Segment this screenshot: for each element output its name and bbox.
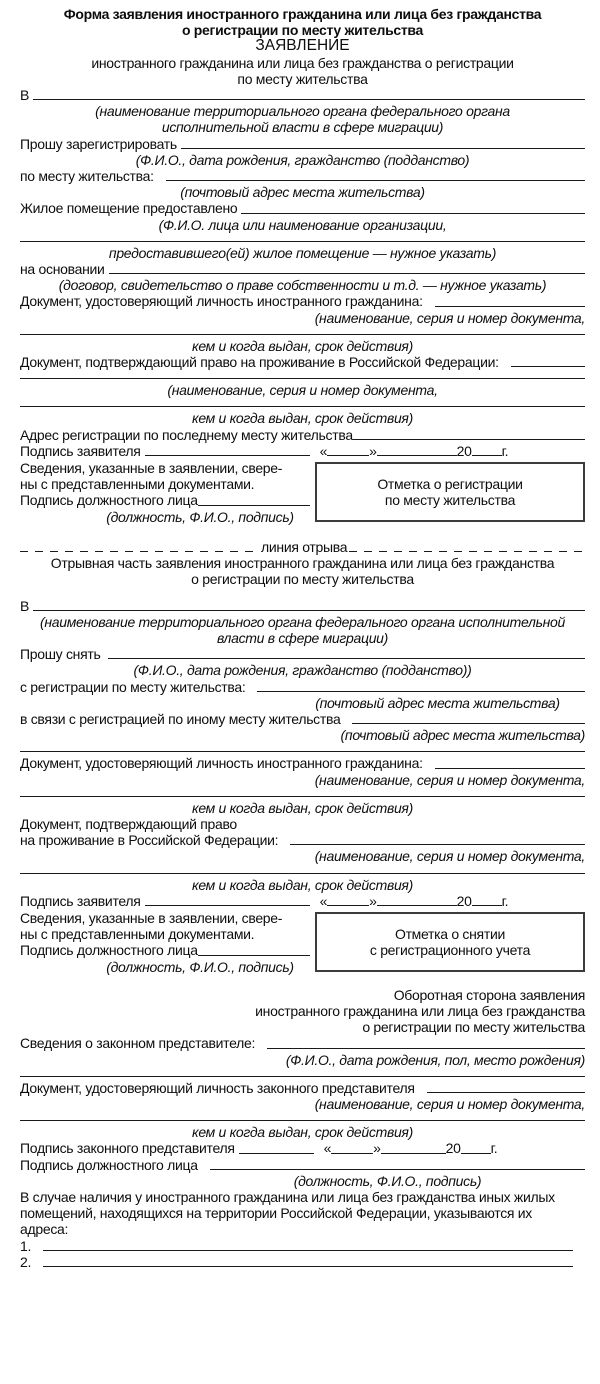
s2-date-day-blank (327, 905, 369, 906)
s1-official-signature-blank (198, 505, 310, 506)
back-official-signature-blank (210, 1169, 585, 1170)
s1-register-blank (181, 148, 585, 149)
s1-applicant-signature-label: Подпись заявителя (20, 442, 141, 459)
s2-official-signature-caption: (должность, Ф.И.О., подпись) (106, 958, 294, 975)
s1-right-doc-blank2 (20, 378, 585, 379)
s2-authority-label: В (20, 597, 30, 614)
s2-authority-caption-1: (наименование территориального органа федерального органа исполнительной (39, 613, 566, 630)
s1-authority-label: В (20, 87, 30, 104)
s1-official-signature-label: Подпись должностного лица (20, 492, 198, 509)
rep-info-blank (267, 1048, 585, 1049)
s1-register-row (20, 136, 585, 152)
rep-info-row (20, 1035, 585, 1051)
back-title-1: Оборотная сторона заявления (393, 986, 585, 1003)
s1-register-caption: (Ф.И.О., дата рождения, гражданство (подданство) (135, 151, 470, 168)
s2-date-month-blank (377, 905, 457, 906)
other-premises-line-1: В случае наличия у иностранного гражданина или лица без гражданства иных жилых (20, 1189, 555, 1205)
rep-date-month-blank (381, 1153, 446, 1154)
s2-remove-label: Прошу снять (20, 646, 101, 663)
s2-from-registration-caption: (почтовый адрес места жительства) (315, 694, 560, 711)
s1-authority-blank (33, 99, 585, 100)
s2-right-doc-blank2 (20, 873, 585, 874)
rep-doc-label: Документ, удостоверяющий личность законного представителя (20, 1079, 415, 1096)
s1-identity-doc-blank2 (20, 334, 585, 335)
s1-date-quote-open: « (319, 442, 328, 459)
back-title-2: иностранного гражданина или лица без гражданства (255, 1002, 585, 1019)
tearoff-title-2: о регистрации по месту жительства (191, 571, 414, 588)
s1-authority-row (20, 87, 585, 103)
s1-identity-doc-label: Документ, удостоверяющий личность иностранного гражданина: (20, 293, 423, 310)
s1-official-signature-row (20, 492, 305, 508)
s1-basis-label: на основании (20, 261, 105, 278)
s2-from-registration-label: с регистрации по месту жительства: (20, 678, 246, 695)
rep-doc-blank2 (20, 1120, 585, 1121)
form-title-line1: Форма заявления иностранного гражданина или лица без гражданства (63, 6, 542, 22)
rep-info-caption: (Ф.И.О., дата рождения, пол, место рождения) (285, 1051, 585, 1068)
s1-premises-caption-2: предоставившего(ей) жилое помещение — нужное указать) (108, 244, 497, 261)
rep-signature-row (20, 1140, 585, 1156)
s2-identity-doc-blank (435, 768, 585, 769)
s1-premises-label: Жилое помещение предоставлено (20, 200, 238, 217)
s2-verified-line-1: Сведения, указанные в заявлении, свере- (20, 909, 283, 926)
address-blank-2 (43, 1266, 573, 1267)
s2-due-to-caption: (почтовый адрес места жительства) (340, 727, 585, 744)
s2-authority-caption-2: власти в сфере миграции) (216, 629, 389, 646)
s1-basis-caption: (договор, свидетельство о праве собственности и т.д. — нужное указать) (58, 277, 547, 294)
s2-official-signature-label: Подпись должностного лица (20, 942, 198, 959)
s2-date-year-prefix: 20 (456, 892, 472, 909)
s1-date-year-suffix: г. (501, 442, 509, 459)
s2-due-to-row (20, 711, 585, 727)
s2-official-signature-blank (198, 955, 310, 956)
s2-right-doc-label-2: на проживание в Российской Федерации: (20, 832, 279, 849)
s1-identity-doc-caption-1: (наименование, серия и номер документа, (314, 309, 585, 326)
s2-authority-row (20, 598, 585, 614)
statement-title: ЗАЯВЛЕНИЕ (255, 37, 350, 55)
s1-authority-caption-1: (наименование территориального органа федерального органа (95, 103, 510, 120)
s1-residence-blank (166, 180, 585, 181)
s2-right-doc-blank (290, 844, 585, 845)
registration-stamp-line-2: по месту жительства (384, 491, 516, 508)
s1-signature-blank (145, 455, 310, 456)
s2-date-year-suffix: г. (501, 892, 509, 909)
s2-date-quote-close: » (369, 892, 377, 909)
s2-right-doc-label-1: Документ, подтверждающий право (20, 815, 237, 832)
s2-signature-blank (145, 905, 310, 906)
address-row-1 (20, 1238, 585, 1254)
s1-verified-line-2: ны с представленными документами. (20, 476, 255, 493)
address-blank-1 (43, 1250, 573, 1251)
s2-identity-doc-row (20, 755, 585, 771)
s1-date-quote-close: » (369, 442, 377, 459)
back-title-3: о регистрации по месту жительства (362, 1019, 585, 1036)
s2-applicant-signature-row (20, 893, 585, 909)
s1-verified-line-1: Сведения, указанные в заявлении, свере- (20, 460, 283, 477)
s2-remove-row (20, 646, 585, 662)
s1-premises-blank (241, 213, 585, 214)
rep-signature-blank (239, 1153, 314, 1154)
s1-applicant-signature-row (20, 443, 585, 459)
s1-residence-row (20, 168, 585, 184)
s1-date-year-prefix: 20 (456, 442, 472, 459)
s2-verification-block (20, 910, 585, 975)
rep-signature-label: Подпись законного представителя (20, 1140, 235, 1157)
s2-from-registration-row (20, 679, 585, 695)
s2-verification-left (20, 910, 305, 975)
statement-subtitle-2: по месту жительства (237, 70, 368, 87)
rep-date-quote-close: » (373, 1140, 381, 1157)
s1-verification-left (20, 460, 305, 525)
s1-basis-blank (109, 273, 585, 274)
s1-verification-block (20, 460, 585, 525)
s1-last-address-row (20, 427, 585, 443)
rep-doc-blank0 (20, 1076, 585, 1077)
s1-right-doc-caption-2: кем и когда выдан, срок действия) (192, 410, 413, 427)
tear-dashes-left (20, 551, 255, 552)
back-official-signature-row (20, 1157, 585, 1173)
deregistration-stamp-box (315, 912, 585, 972)
s1-right-doc-blank (511, 366, 585, 367)
s1-basis-row (20, 261, 585, 277)
s1-right-doc-label: Документ, подтверждающий право на проживание в Российской Федерации: (20, 354, 499, 371)
s2-from-registration-blank (257, 691, 585, 692)
s1-authority-caption-2: исполнительной власти в сфере миграции) (161, 119, 444, 136)
s2-due-to-label: в связи с регистрацией по иному месту жительства (20, 710, 341, 727)
s1-residence-caption: (почтовый адрес места жительства) (180, 184, 425, 201)
other-premises-line-3: адреса: (20, 1221, 69, 1238)
s1-right-doc-caption-1: (наименование, серия и номер документа, (167, 382, 438, 399)
s2-verified-line-2: ны с представленными документами. (20, 926, 255, 943)
s1-date-year-blank (472, 455, 502, 456)
s2-due-to-blank (352, 723, 585, 724)
s1-residence-label: по месту жительства: (20, 168, 154, 185)
registration-stamp-box (315, 462, 585, 522)
s1-identity-doc-row (20, 293, 585, 309)
s1-identity-doc-caption-2: кем и когда выдан, срок действия) (192, 337, 413, 354)
s1-last-address-blank (353, 439, 585, 440)
tear-dashes-right (349, 551, 585, 552)
s1-right-doc-blank3 (20, 406, 585, 407)
s1-official-signature-caption: (должность, Ф.И.О., подпись) (106, 508, 294, 525)
s1-register-label: Прошу зарегистрировать (20, 135, 177, 152)
tear-line-label: линия отрыва (261, 538, 348, 555)
s1-premises-caption-1: (Ф.И.О. лица или наименование организации, (158, 216, 447, 233)
other-premises-line-2: помещений, находящихся на территории Российской Федерации, указываются их (20, 1205, 532, 1222)
s2-authority-blank (33, 610, 585, 611)
s1-date-day-blank (327, 455, 369, 456)
rep-date-year-prefix: 20 (445, 1140, 461, 1157)
address-number-1: 1. (20, 1237, 32, 1254)
rep-doc-caption-2: кем и когда выдан, срок действия) (192, 1124, 413, 1141)
s2-identity-doc-caption-2: кем и когда выдан, срок действия) (192, 799, 413, 816)
rep-doc-caption-1: (наименование, серия и номер документа, (314, 1095, 585, 1112)
rep-date-day-blank (331, 1153, 373, 1154)
s2-official-signature-row (20, 942, 305, 958)
deregistration-stamp-line-1: Отметка о снятии (394, 925, 505, 942)
rep-doc-row (20, 1080, 585, 1096)
rep-date-year-suffix: г. (490, 1140, 498, 1157)
s2-remove-blank (108, 658, 585, 659)
s1-last-address-label: Адрес регистрации по последнему месту жительства (20, 426, 353, 443)
s2-date-year-blank (472, 905, 502, 906)
rep-date-year-blank (461, 1153, 491, 1154)
back-official-signature-caption: (должность, Ф.И.О., подпись) (293, 1172, 482, 1189)
statement-subtitle-1: иностранного гражданина или лица без гражданства о регистрации (91, 54, 514, 71)
s2-right-doc-row (20, 832, 585, 848)
s1-premises-row (20, 200, 585, 216)
s2-identity-doc-blank2 (20, 796, 585, 797)
s1-right-doc-row (20, 354, 585, 370)
s2-date-quote-open: « (319, 892, 328, 909)
s2-identity-doc-label: Документ, удостоверяющий личность иностранного гражданина: (20, 755, 423, 772)
deregistration-stamp-line-2: с регистрационного учета (369, 941, 531, 958)
s1-identity-doc-blank (435, 306, 585, 307)
s2-right-doc-caption-2: кем и когда выдан, срок действия) (192, 876, 413, 893)
rep-info-label: Сведения о законном представителе: (20, 1035, 256, 1052)
address-row-2 (20, 1254, 585, 1270)
form-title-line2: о регистрации по месту жительства (181, 22, 424, 39)
s2-identity-doc-caption-1: (наименование, серия и номер документа, (314, 771, 585, 788)
s2-applicant-signature-label: Подпись заявителя (20, 892, 141, 909)
tearoff-title-1: Отрывная часть заявления иностранного гражданина или лица без гражданства (50, 555, 555, 572)
s2-identity-doc-blank0 (20, 751, 585, 752)
s1-premises-blank2 (20, 241, 585, 242)
address-number-2: 2. (20, 1253, 32, 1270)
rep-date-quote-open: « (323, 1140, 332, 1157)
s2-right-doc-caption-1: (наименование, серия и номер документа, (314, 848, 585, 865)
tear-line (20, 539, 585, 555)
rep-doc-blank (427, 1092, 585, 1093)
s2-remove-caption: (Ф.И.О., дата рождения, гражданство (подданство)) (133, 662, 472, 679)
registration-stamp-line-1: Отметка о регистрации (377, 475, 523, 492)
s1-date-month-blank (377, 455, 457, 456)
back-official-signature-label: Подпись должностного лица (20, 1156, 198, 1173)
